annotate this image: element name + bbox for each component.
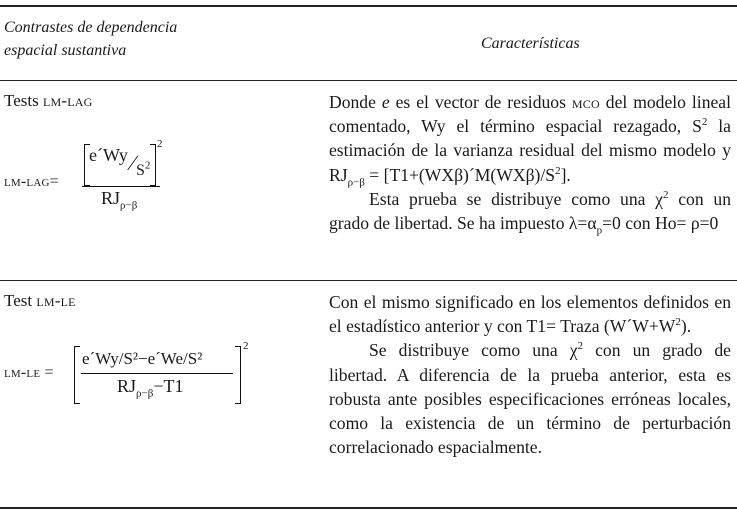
row-divider [0, 280, 737, 281]
test-label-prefix: Tests [4, 91, 43, 110]
formula-denominator: $RJ_{\rho-\beta}$ [101, 188, 138, 212]
description-paragraph-1: Con el mismo significado en los elementos definidos en el estadístico anterior y con T1= Traza $(W´W+W^2)$. [329, 292, 731, 337]
description-paragraph-1: Donde e es el vector de residuos mco del modelo lineal comentado, Wy el término espacial rezagado, $S^2$ la estimación de la varianza residual del mismo modelo y $RJ_{\rho-\beta}$ = $[T1+(WX\beta)´M(WX\beta)/S^2]$. [329, 92, 731, 189]
test-label-lm-le [4, 289, 76, 313]
description-paragraph-2: Esta prueba se distribuye como una $\chi^2$ con un grado de libertad. Se ha impuesto $\lambda=\alpha_p=0$ con Ho= ρ=0 [329, 188, 732, 237]
test-label-lm-lag [4, 89, 92, 113]
formula-lhs: lm-le = [4, 364, 54, 381]
test-label-name: lm-le [36, 291, 76, 310]
bottom-rule [0, 507, 737, 509]
formula-slash-denominator: $S^2$ [136, 159, 151, 179]
description-lm-lag [329, 90, 731, 235]
formula-numerator: e´Wy [89, 145, 128, 165]
top-rule [0, 5, 737, 7]
formula-outer-exponent: 2 [243, 340, 249, 352]
column-header-characteristics: Características [481, 35, 580, 52]
right-bracket [235, 346, 241, 404]
test-label-name: lm-lag [42, 91, 93, 110]
formula-outer-exponent: 2 [157, 138, 163, 150]
right-bracket [150, 144, 156, 186]
left-bracket [74, 346, 80, 404]
header-line-1: Contrastes de dependencia [4, 19, 178, 36]
formula-denominator: $RJ_{\rho-\beta}-T1$ [117, 376, 184, 400]
formula-slash: ∕ [131, 150, 135, 175]
column-header-contrasts [4, 16, 177, 62]
formula-lhs: lm-lag= [4, 173, 59, 190]
description-paragraph-2: Se distribuye como una $\chi^2$ con un grado de libertad. A diferencia de la prueba anterior, esta es robusta ante posibles especificaciones erróneas locales, como la existencia de un término de perturbación correlacionado espacialmente. [329, 340, 731, 458]
header-rule [0, 80, 737, 81]
fraction-bar [81, 373, 233, 374]
description-lm-le [329, 290, 731, 459]
fraction-bar [82, 186, 160, 187]
header-line-2: espacial sustantiva [4, 42, 127, 59]
formula-numerator: e´Wy/S²−e´We/S² [82, 349, 203, 368]
test-label-prefix: Test [4, 291, 37, 310]
